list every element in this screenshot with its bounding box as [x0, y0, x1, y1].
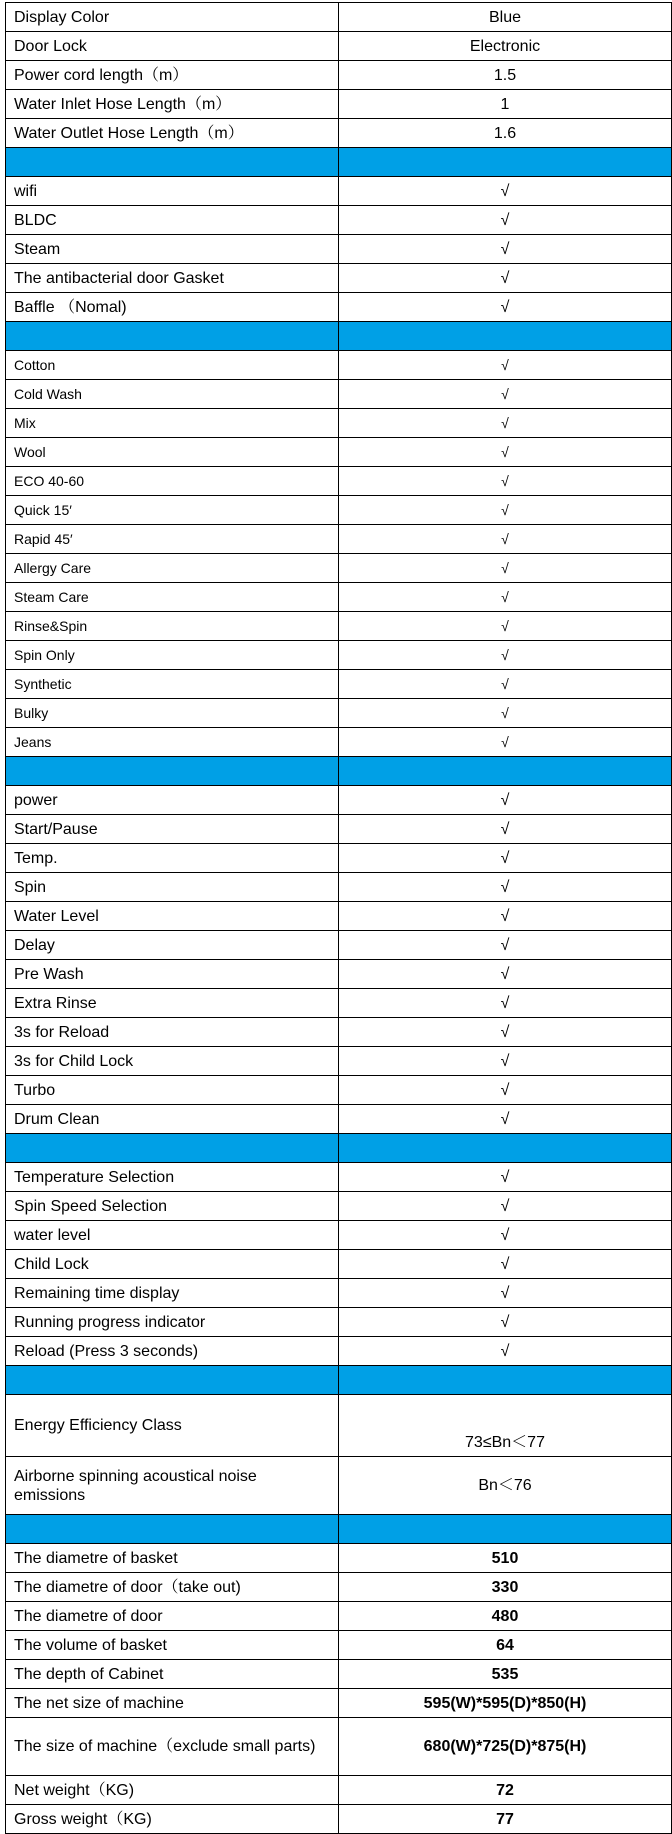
spec-label: Temperature Selection [6, 1163, 339, 1192]
spec-row [6, 670, 672, 699]
spec-value: Blue [339, 3, 672, 32]
section-divider-cell [339, 322, 672, 351]
spec-row [6, 554, 672, 583]
check-mark: √ [339, 989, 672, 1018]
spec-row [6, 728, 672, 757]
spec-label: Display Color [6, 3, 339, 32]
section-divider-row [6, 757, 672, 786]
check-mark: √ [339, 438, 672, 467]
spec-label: The size of machine（exclude small parts) [6, 1718, 339, 1776]
section-divider-row [6, 322, 672, 351]
section-divider-cell [6, 757, 339, 786]
check-mark: √ [339, 1076, 672, 1105]
section-divider-cell [339, 757, 672, 786]
spec-label: Steam Care [6, 583, 339, 612]
check-mark: √ [339, 380, 672, 409]
spec-label: The antibacterial door Gasket [6, 264, 339, 293]
spec-row [6, 1250, 672, 1279]
spec-label: 3s for Child Lock [6, 1047, 339, 1076]
section-divider-cell [6, 1515, 339, 1544]
section-divider-cell [339, 1515, 672, 1544]
spec-row [6, 206, 672, 235]
spec-row [6, 1602, 672, 1631]
spec-row [6, 32, 672, 61]
check-mark: √ [339, 1018, 672, 1047]
spec-row [6, 496, 672, 525]
spec-label: wifi [6, 177, 339, 206]
check-mark: √ [339, 1337, 672, 1366]
spec-label: Child Lock [6, 1250, 339, 1279]
spec-row [6, 960, 672, 989]
spec-row [6, 1192, 672, 1221]
spec-row [6, 235, 672, 264]
section-divider-cell [339, 1366, 672, 1395]
spec-row [6, 119, 672, 148]
spec-label: 3s for Reload [6, 1018, 339, 1047]
spec-row [6, 612, 672, 641]
spec-value: 1 [339, 90, 672, 119]
spec-row [6, 409, 672, 438]
check-mark: √ [339, 815, 672, 844]
spec-row [6, 1660, 672, 1689]
spec-row [6, 90, 672, 119]
spec-label: Turbo [6, 1076, 339, 1105]
spec-label: power [6, 786, 339, 815]
check-mark: √ [339, 525, 672, 554]
spec-label: Drum Clean [6, 1105, 339, 1134]
check-mark: √ [339, 1163, 672, 1192]
check-mark: √ [339, 206, 672, 235]
spec-label: Net weight（KG) [6, 1776, 339, 1805]
spec-label: The diametre of door（take out) [6, 1573, 339, 1602]
spec-row [6, 177, 672, 206]
spec-value: Electronic [339, 32, 672, 61]
spec-label: Synthetic [6, 670, 339, 699]
spec-label: Water Outlet Hose Length（m） [6, 119, 339, 148]
spec-label: Reload (Press 3 seconds) [6, 1337, 339, 1366]
spec-label: Cotton [6, 351, 339, 380]
check-mark: √ [339, 467, 672, 496]
spec-label: Running progress indicator [6, 1308, 339, 1337]
spec-label: The net size of machine [6, 1689, 339, 1718]
spec-row [6, 1018, 672, 1047]
check-mark: √ [339, 873, 672, 902]
spec-value: 680(W)*725(D)*875(H) [339, 1718, 672, 1776]
spec-row [6, 902, 672, 931]
spec-label: BLDC [6, 206, 339, 235]
spec-row [6, 3, 672, 32]
spec-table [5, 2, 672, 1834]
spec-row [6, 641, 672, 670]
spec-label: Spin Speed Selection [6, 1192, 339, 1221]
spec-value: 535 [339, 1660, 672, 1689]
spec-value: 73≤Bn＜77 [339, 1395, 672, 1457]
spec-row [6, 61, 672, 90]
spec-row [6, 351, 672, 380]
spec-label: Start/Pause [6, 815, 339, 844]
spec-value: 330 [339, 1573, 672, 1602]
check-mark: √ [339, 264, 672, 293]
spec-table-body [6, 3, 672, 1834]
spec-row [6, 989, 672, 1018]
check-mark: √ [339, 351, 672, 380]
spec-label: Spin Only [6, 641, 339, 670]
section-divider-cell [6, 322, 339, 351]
spec-row [6, 1573, 672, 1602]
check-mark: √ [339, 1105, 672, 1134]
spec-value: 1.5 [339, 61, 672, 90]
check-mark: √ [339, 554, 672, 583]
section-divider-cell [339, 148, 672, 177]
spec-row [6, 1308, 672, 1337]
spec-row [6, 1221, 672, 1250]
spec-value: 77 [339, 1805, 672, 1834]
spec-label: Spin [6, 873, 339, 902]
check-mark: √ [339, 612, 672, 641]
spec-row [6, 438, 672, 467]
spec-label: Power cord length（m） [6, 61, 339, 90]
spec-row [6, 699, 672, 728]
spec-row [6, 583, 672, 612]
section-divider-cell [6, 148, 339, 177]
spec-row [6, 1544, 672, 1573]
check-mark: √ [339, 902, 672, 931]
spec-label: The depth of Cabinet [6, 1660, 339, 1689]
check-mark: √ [339, 960, 672, 989]
spec-row [6, 1631, 672, 1660]
spec-label: Cold Wash [6, 380, 339, 409]
spec-row [6, 931, 672, 960]
spec-label: Delay [6, 931, 339, 960]
spec-row [6, 1718, 672, 1776]
spec-row [6, 1047, 672, 1076]
check-mark: √ [339, 293, 672, 322]
spec-row [6, 1105, 672, 1134]
spec-row [6, 1337, 672, 1366]
spec-label: Remaining time display [6, 1279, 339, 1308]
spec-row [6, 1689, 672, 1718]
spec-value: 595(W)*595(D)*850(H) [339, 1689, 672, 1718]
spec-label: Extra Rinse [6, 989, 339, 1018]
check-mark: √ [339, 1250, 672, 1279]
spec-row [6, 1163, 672, 1192]
check-mark: √ [339, 786, 672, 815]
spec-label: Bulky [6, 699, 339, 728]
check-mark: √ [339, 496, 672, 525]
spec-row [6, 815, 672, 844]
spec-label: Water Level [6, 902, 339, 931]
spec-label: Temp. [6, 844, 339, 873]
spec-label: Energy Efficiency Class [6, 1395, 339, 1457]
spec-row [6, 873, 672, 902]
spec-value: 72 [339, 1776, 672, 1805]
check-mark: √ [339, 409, 672, 438]
spec-row [6, 293, 672, 322]
spec-label: Wool [6, 438, 339, 467]
spec-value: 1.6 [339, 119, 672, 148]
check-mark: √ [339, 1308, 672, 1337]
spec-label: Pre Wash [6, 960, 339, 989]
spec-label: Door Lock [6, 32, 339, 61]
spec-label: Allergy Care [6, 554, 339, 583]
spec-row [6, 786, 672, 815]
spec-label: ECO 40-60 [6, 467, 339, 496]
check-mark: √ [339, 235, 672, 264]
spec-label: The diametre of basket [6, 1544, 339, 1573]
spec-label: Quick 15′ [6, 496, 339, 525]
section-divider-row [6, 1515, 672, 1544]
spec-label: Rapid 45′ [6, 525, 339, 554]
spec-row [6, 525, 672, 554]
section-divider-cell [6, 1366, 339, 1395]
section-divider-row [6, 148, 672, 177]
spec-label: The volume of basket [6, 1631, 339, 1660]
spec-label: Steam [6, 235, 339, 264]
spec-label: Mix [6, 409, 339, 438]
check-mark: √ [339, 641, 672, 670]
spec-row [6, 1395, 672, 1457]
spec-value: 480 [339, 1602, 672, 1631]
check-mark: √ [339, 1192, 672, 1221]
check-mark: √ [339, 931, 672, 960]
check-mark: √ [339, 177, 672, 206]
check-mark: √ [339, 1047, 672, 1076]
check-mark: √ [339, 583, 672, 612]
spec-value: 510 [339, 1544, 672, 1573]
check-mark: √ [339, 844, 672, 873]
spec-label: Gross weight（KG) [6, 1805, 339, 1834]
check-mark: √ [339, 1279, 672, 1308]
spec-row [6, 1279, 672, 1308]
check-mark: √ [339, 728, 672, 757]
check-mark: √ [339, 670, 672, 699]
spec-label: Baffle （Nomal) [6, 293, 339, 322]
check-mark: √ [339, 1221, 672, 1250]
spec-row [6, 467, 672, 496]
spec-label: The diametre of door [6, 1602, 339, 1631]
spec-row [6, 264, 672, 293]
spec-row [6, 1457, 672, 1515]
spec-row [6, 844, 672, 873]
spec-row [6, 380, 672, 409]
section-divider-row [6, 1366, 672, 1395]
spec-label: water level [6, 1221, 339, 1250]
check-mark: √ [339, 699, 672, 728]
section-divider-cell [6, 1134, 339, 1163]
section-divider-cell [339, 1134, 672, 1163]
section-divider-row [6, 1134, 672, 1163]
spec-row [6, 1076, 672, 1105]
spec-label: Jeans [6, 728, 339, 757]
spec-value: Bn＜76 [339, 1457, 672, 1515]
spec-row [6, 1805, 672, 1834]
spec-value: 64 [339, 1631, 672, 1660]
spec-label: Airborne spinning acoustical noise emissions [6, 1457, 339, 1515]
spec-label: Water Inlet Hose Length（m） [6, 90, 339, 119]
spec-row [6, 1776, 672, 1805]
spec-label: Rinse&Spin [6, 612, 339, 641]
